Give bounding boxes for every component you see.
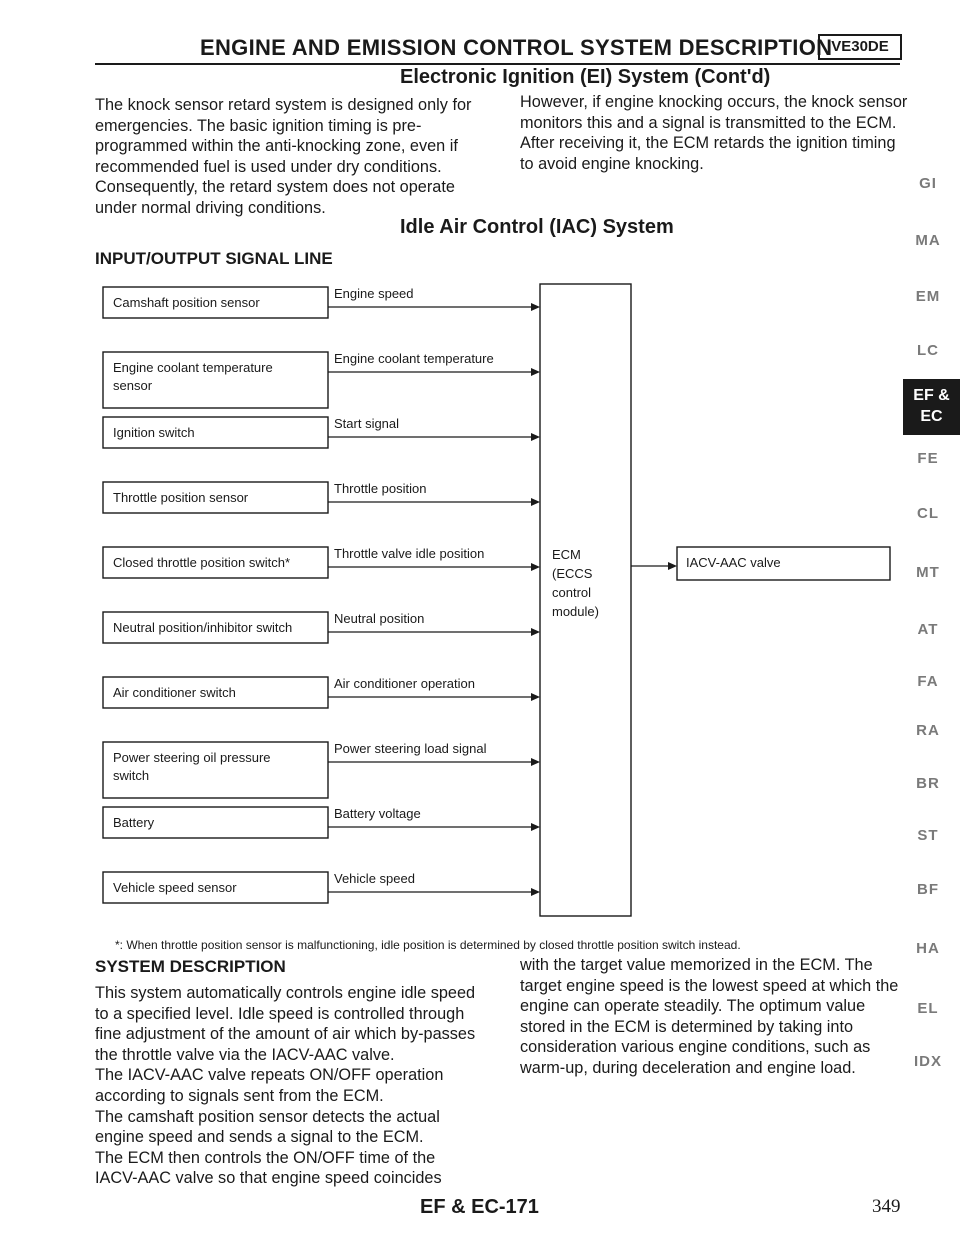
side-tab-st: ST: [917, 827, 939, 844]
signal-label: Throttle valve idle position: [334, 546, 485, 561]
page-header-title: ENGINE AND EMISSION CONTROL SYSTEM DESCRIPTION: [200, 35, 833, 60]
ecm-label-line: ECM: [552, 547, 581, 562]
side-tab-lc: LC: [917, 342, 939, 359]
active-tab-line: EC: [920, 408, 943, 425]
ecm-box: [540, 284, 631, 916]
input-row: [103, 806, 540, 838]
side-tab-em: EM: [915, 288, 941, 305]
side-tab-ha: HA: [916, 940, 940, 957]
system-paragraph: The ECM then controls the ON/OFF time of the IACV-AAC valve so that engine speed coincides: [95, 1148, 442, 1188]
input-row: [103, 611, 540, 643]
signal-label: Start signal: [334, 416, 400, 431]
sensor-label: Camshaft position sensor: [113, 295, 260, 310]
signal-arrow-head: [531, 498, 540, 506]
side-tab-el: EL: [917, 1000, 939, 1017]
sensor-label: sensor: [113, 378, 153, 393]
system-paragraph: This system automatically controls engine idle speed to a specified level. Idle speed is controlled through fine adjustment of the amount of air which by-passes the throttle valve via the IACV-AAC valve.: [95, 984, 476, 1064]
diagram-footnote: *: When throttle position sensor is malfunctioning, idle position is determined by closed throttle position switch instead.: [115, 938, 741, 952]
signal-label: Engine coolant temperature: [334, 351, 494, 366]
signal-arrow-head: [531, 368, 540, 376]
page-number: 349: [872, 1196, 901, 1217]
signal-label: Power steering load signal: [334, 741, 487, 756]
side-tab-gi: GI: [919, 175, 937, 192]
system-description-heading: SYSTEM DESCRIPTION: [95, 957, 286, 976]
signal-label: Throttle position: [334, 481, 427, 496]
input-row: [103, 546, 540, 578]
input-row: [103, 741, 540, 798]
output-label: IACV-AAC valve: [686, 555, 781, 570]
signal-arrow-head: [531, 303, 540, 311]
side-tab-bf: BF: [917, 881, 939, 898]
side-tab-mt: MT: [916, 564, 940, 581]
engine-badge: VE30DE: [818, 34, 902, 60]
signal-arrow-head: [531, 563, 540, 571]
input-row: [103, 351, 540, 408]
system-paragraph: The IACV-AAC valve repeats ON/OFF operation according to signals sent from the ECM.: [95, 1066, 444, 1105]
side-tab-idx: IDX: [913, 1053, 942, 1070]
system-left-column: [95, 983, 480, 1189]
sensor-label: Ignition switch: [113, 425, 195, 440]
sensor-label: Battery: [113, 815, 155, 830]
side-tab-ma: MA: [915, 232, 941, 249]
input-row: [103, 286, 540, 318]
signal-line-heading: INPUT/OUTPUT SIGNAL LINE: [95, 249, 333, 268]
side-tab-br: BR: [916, 775, 940, 792]
ecm-label: [552, 547, 599, 619]
system-paragraph: The camshaft position sensor detects the actual engine speed and sends a signal to the ECM.: [95, 1107, 440, 1147]
ecm-label-line: (ECCS: [552, 566, 593, 581]
input-row: [103, 676, 540, 708]
sensor-label: Air conditioner switch: [113, 685, 236, 700]
signal-arrow-head: [531, 433, 540, 441]
signal-arrow-head: [531, 823, 540, 831]
intro-right-paragraph: However, if engine knocking occurs, the knock sensor monitors this and a signal is transmitted to the ECM. After receiving it, the ECM retards the ignition timing to avoid engine knocking.: [520, 93, 908, 173]
signal-label: Battery voltage: [334, 806, 421, 821]
system-right-paragraph: with the target value memorized in the ECM. The target engine speed is the lowest speed at which the engine can operate steadily. The optimum value stored in the ECM is determined by taking into consideration various engine conditions, such as warm-up, during deceleration and engine load.: [520, 956, 899, 1077]
side-tab-ra: RA: [916, 722, 940, 739]
active-tab-line: EF &: [913, 387, 950, 404]
signal-arrow-head: [531, 693, 540, 701]
sensor-label: Vehicle speed sensor: [113, 880, 237, 895]
input-row: [103, 416, 540, 448]
intro-left-paragraph: The knock sensor retard system is designed only for emergencies. The basic ignition timing is pre-programmed within the anti-knocking zone, even if recommended fuel is used under dry conditions. Consequently, the retard system does not operate under normal driving conditions.: [95, 96, 472, 217]
signal-arrow-head: [531, 628, 540, 636]
signal-label: Neutral position: [334, 611, 425, 626]
signal-label: Air conditioner operation: [334, 676, 475, 691]
page-code: EF & EC-171: [420, 1196, 539, 1218]
ecm-label-line: control: [552, 585, 592, 600]
signal-arrow-head: [531, 888, 540, 896]
sensor-label: Closed throttle position switch*: [113, 555, 291, 570]
ecm-label-line: module): [552, 604, 599, 619]
active-side-tab: [903, 379, 960, 435]
input-row: [103, 481, 540, 513]
side-tab-fe: FE: [917, 450, 939, 467]
output-arrow-head: [668, 562, 677, 570]
section-title: Idle Air Control (IAC) System: [400, 216, 674, 238]
sensor-label: Throttle position sensor: [113, 490, 249, 505]
signal-arrow-head: [531, 758, 540, 766]
sensor-label: Neutral position/inhibitor switch: [113, 620, 293, 635]
diagram-inputs: [103, 286, 540, 903]
sensor-label: Engine coolant temperature: [113, 360, 273, 375]
sensor-label: switch: [113, 768, 150, 783]
sensor-label: Power steering oil pressure: [113, 750, 271, 765]
side-tab-cl: CL: [917, 505, 939, 522]
signal-label: Engine speed: [334, 286, 414, 301]
signal-label: Vehicle speed: [334, 871, 415, 886]
side-tab-fa: FA: [917, 673, 939, 690]
page-subtitle: Electronic Ignition (EI) System (Cont'd): [400, 66, 771, 88]
side-tab-at: AT: [917, 621, 939, 638]
input-row: [103, 871, 540, 903]
